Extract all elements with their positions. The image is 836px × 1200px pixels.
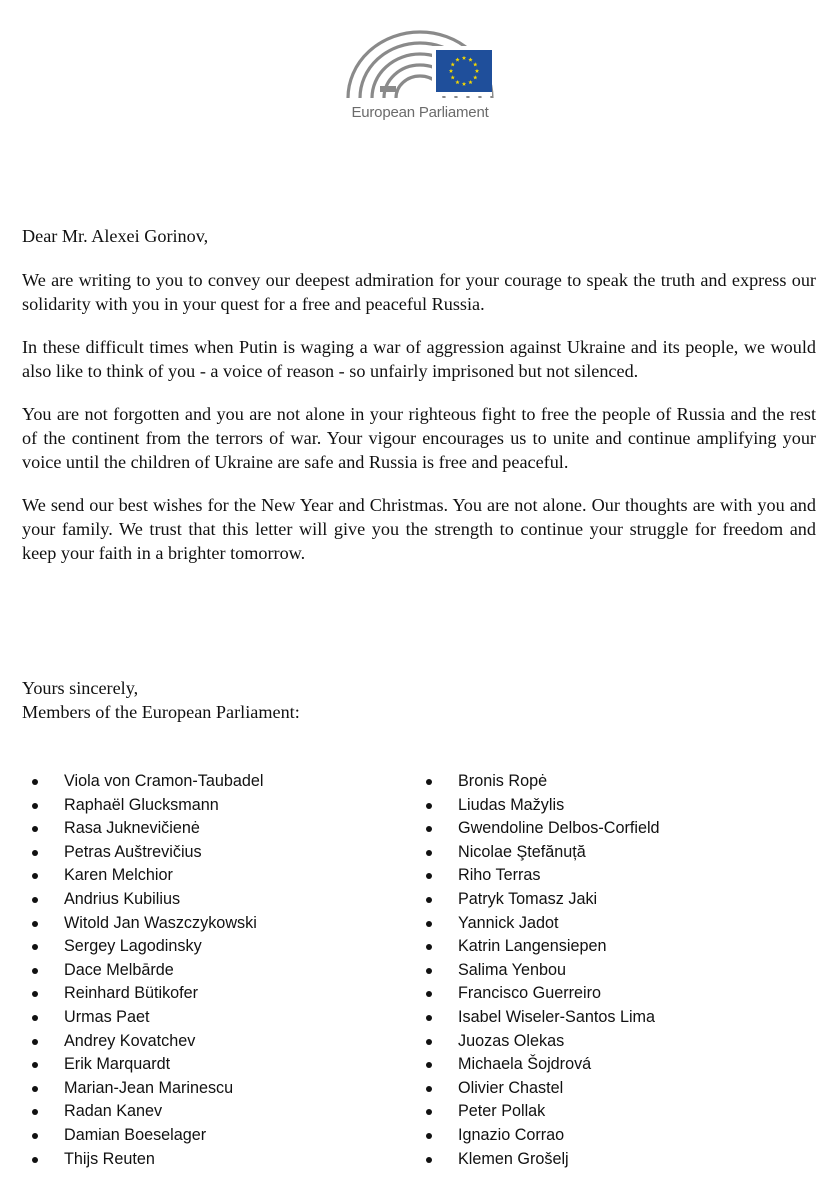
signatory-name: Olivier Chastel: [458, 1078, 564, 1097]
signatory-name: Patryk Tomasz Jaki: [458, 889, 598, 908]
bullet-icon: [32, 1039, 38, 1045]
bullet-icon: [426, 1086, 432, 1092]
signatory-item: [424, 794, 824, 818]
bullet-icon: [426, 1062, 432, 1068]
signatory-item: [424, 1077, 824, 1101]
signatory-group: Members of the European Parliament:: [22, 702, 300, 722]
signatory-name: Andrius Kubilius: [64, 889, 181, 908]
signatory-name: Thijs Reuten: [64, 1149, 155, 1168]
bullet-icon: [32, 850, 38, 856]
signatory-item: [424, 959, 824, 983]
paragraph-1: We are writing to you to convey our deepest admiration for your courage to speak the truth and express our solidarity with you in your quest for a free and peaceful Russia.: [22, 270, 816, 314]
signatory-item: [30, 1148, 410, 1172]
signatory-name: Sergey Lagodinsky: [64, 937, 202, 956]
bullet-icon: [32, 991, 38, 997]
signatory-item: [424, 770, 824, 794]
signatory-item: [30, 817, 410, 841]
bullet-icon: [426, 1109, 432, 1115]
signatory-item: [30, 959, 410, 983]
signatory-name: Rasa Juknevičienė: [64, 819, 200, 838]
signatory-item: [424, 1030, 824, 1054]
logo-text: European Parliament: [351, 104, 489, 121]
signatory-item: [424, 1053, 824, 1077]
signatory-name: Isabel Wiseler-Santos Lima: [458, 1007, 656, 1026]
signatory-name: Reinhard Bütikofer: [64, 984, 199, 1003]
bullet-icon: [426, 1039, 432, 1045]
bullet-icon: [426, 1133, 432, 1139]
signatory-name: Raphaël Glucksmann: [64, 795, 219, 814]
signatory-name: Urmas Paet: [64, 1007, 150, 1026]
signatory-item: [30, 864, 410, 888]
bullet-icon: [32, 897, 38, 903]
signatory-item: [424, 1124, 824, 1148]
signatory-name: Petras Auštrevičius: [64, 842, 202, 861]
signatory-item: [30, 1006, 410, 1030]
bullet-icon: [426, 873, 432, 879]
signatory-item: [424, 864, 824, 888]
signatory-item: [30, 770, 410, 794]
bullet-icon: [32, 1062, 38, 1068]
bullet-icon: [32, 779, 38, 785]
signatory-item: [30, 888, 410, 912]
bullet-icon: [32, 826, 38, 832]
bullet-icon: [426, 1015, 432, 1021]
bullet-icon: [32, 803, 38, 809]
bullet-icon: [426, 897, 432, 903]
bullet-icon: [32, 873, 38, 879]
signatory-name: Michaela Šojdrová: [458, 1055, 592, 1074]
signatory-name: Katrin Langensiepen: [458, 937, 607, 956]
signatory-name: Riho Terras: [458, 866, 541, 885]
signatory-name: Francisco Guerreiro: [458, 984, 602, 1003]
bullet-icon: [426, 850, 432, 856]
bullet-icon: [32, 1109, 38, 1115]
bullet-icon: [426, 779, 432, 785]
bullet-icon: [426, 826, 432, 832]
signatory-item: [424, 1148, 824, 1172]
signatory-name: Dace Melbārde: [64, 960, 174, 979]
signatory-name: Salima Yenbou: [458, 960, 567, 979]
signatory-name: Viola von Cramon-Taubadel: [64, 772, 264, 790]
signatory-name: Andrey Kovatchev: [64, 1031, 196, 1050]
bullet-icon: [32, 968, 38, 974]
signatory-item: [30, 1053, 410, 1077]
signatory-name: Witold Jan Waszczykowski: [64, 913, 257, 932]
european-parliament-logo: [340, 22, 500, 126]
parliament-hemicycle-icon: [340, 22, 500, 104]
signatory-name: Yannick Jadot: [458, 913, 559, 932]
signatory-item: [30, 1100, 410, 1124]
signatory-item: [424, 935, 824, 959]
signatory-item: [424, 1006, 824, 1030]
bullet-icon: [426, 991, 432, 997]
signatory-name: Karen Melchior: [64, 866, 173, 885]
signatory-item: [30, 1030, 410, 1054]
signatory-item: [30, 935, 410, 959]
paragraph-2: In these difficult times when Putin is waging a war of aggression against Ukraine and its people, we would also like to think of you - a voice of reason - so unfairly imprisoned but not silenced.: [22, 337, 816, 381]
bullet-icon: [32, 1086, 38, 1092]
signatory-name: Radan Kanev: [64, 1102, 163, 1121]
signatory-name: Klemen Grošelj: [458, 1149, 569, 1168]
bullet-icon: [32, 921, 38, 927]
signatory-name: Erik Marquardt: [64, 1055, 171, 1074]
bullet-icon: [32, 1133, 38, 1139]
signatory-item: [30, 841, 410, 865]
signatory-item: [30, 912, 410, 936]
signatory-item: [424, 817, 824, 841]
bullet-icon: [426, 968, 432, 974]
signatory-item: [30, 794, 410, 818]
closing-line: Yours sincerely,: [22, 678, 139, 698]
bullet-icon: [426, 803, 432, 809]
signatory-name: Bronis Ropė: [458, 772, 548, 790]
signatory-name: Nicolae Ştefănuță: [458, 842, 586, 861]
signatory-item: [30, 1124, 410, 1148]
signatory-name: Juozas Olekas: [458, 1031, 565, 1050]
signatory-name: Liudas Mažylis: [458, 795, 565, 814]
signatory-item: [424, 982, 824, 1006]
signatory-item: [424, 1100, 824, 1124]
signatory-item: [30, 982, 410, 1006]
salutation: Dear Mr. Alexei Gorinov,: [22, 226, 209, 246]
closing: [22, 676, 300, 724]
signatories-right-list: [424, 770, 824, 1171]
bullet-icon: [32, 1157, 38, 1163]
bullet-icon: [426, 921, 432, 927]
signatory-name: Marian-Jean Marinescu: [64, 1078, 234, 1097]
bullet-icon: [32, 944, 38, 950]
signatory-item: [30, 1077, 410, 1101]
signatory-name: Peter Pollak: [458, 1102, 546, 1121]
bullet-icon: [32, 1015, 38, 1021]
signatory-name: Gwendoline Delbos-Corfield: [458, 819, 660, 838]
signatory-item: [424, 841, 824, 865]
signatories-left-list: [30, 770, 410, 1171]
bullet-icon: [426, 944, 432, 950]
signatory-name: Ignazio Corrao: [458, 1125, 565, 1144]
letter-body: [22, 224, 816, 584]
paragraph-3: You are not forgotten and you are not alone in your righteous fight to free the people of Russia and the rest of the continent from the terrors of war. Your vigour encourages us to unite and continue amplifying your voice until the children of Ukraine are safe and Russia is free and peaceful.: [22, 404, 816, 472]
signatory-item: [424, 912, 824, 936]
paragraph-4: We send our best wishes for the New Year and Christmas. You are not alone. Our thoughts are with you and your family. We trust that this letter will give you the strength to continue your struggle for freedom and keep your faith in a brighter tomorrow.: [22, 495, 816, 563]
signatory-item: [424, 888, 824, 912]
signatory-name: Damian Boeselager: [64, 1125, 207, 1144]
bullet-icon: [426, 1157, 432, 1163]
